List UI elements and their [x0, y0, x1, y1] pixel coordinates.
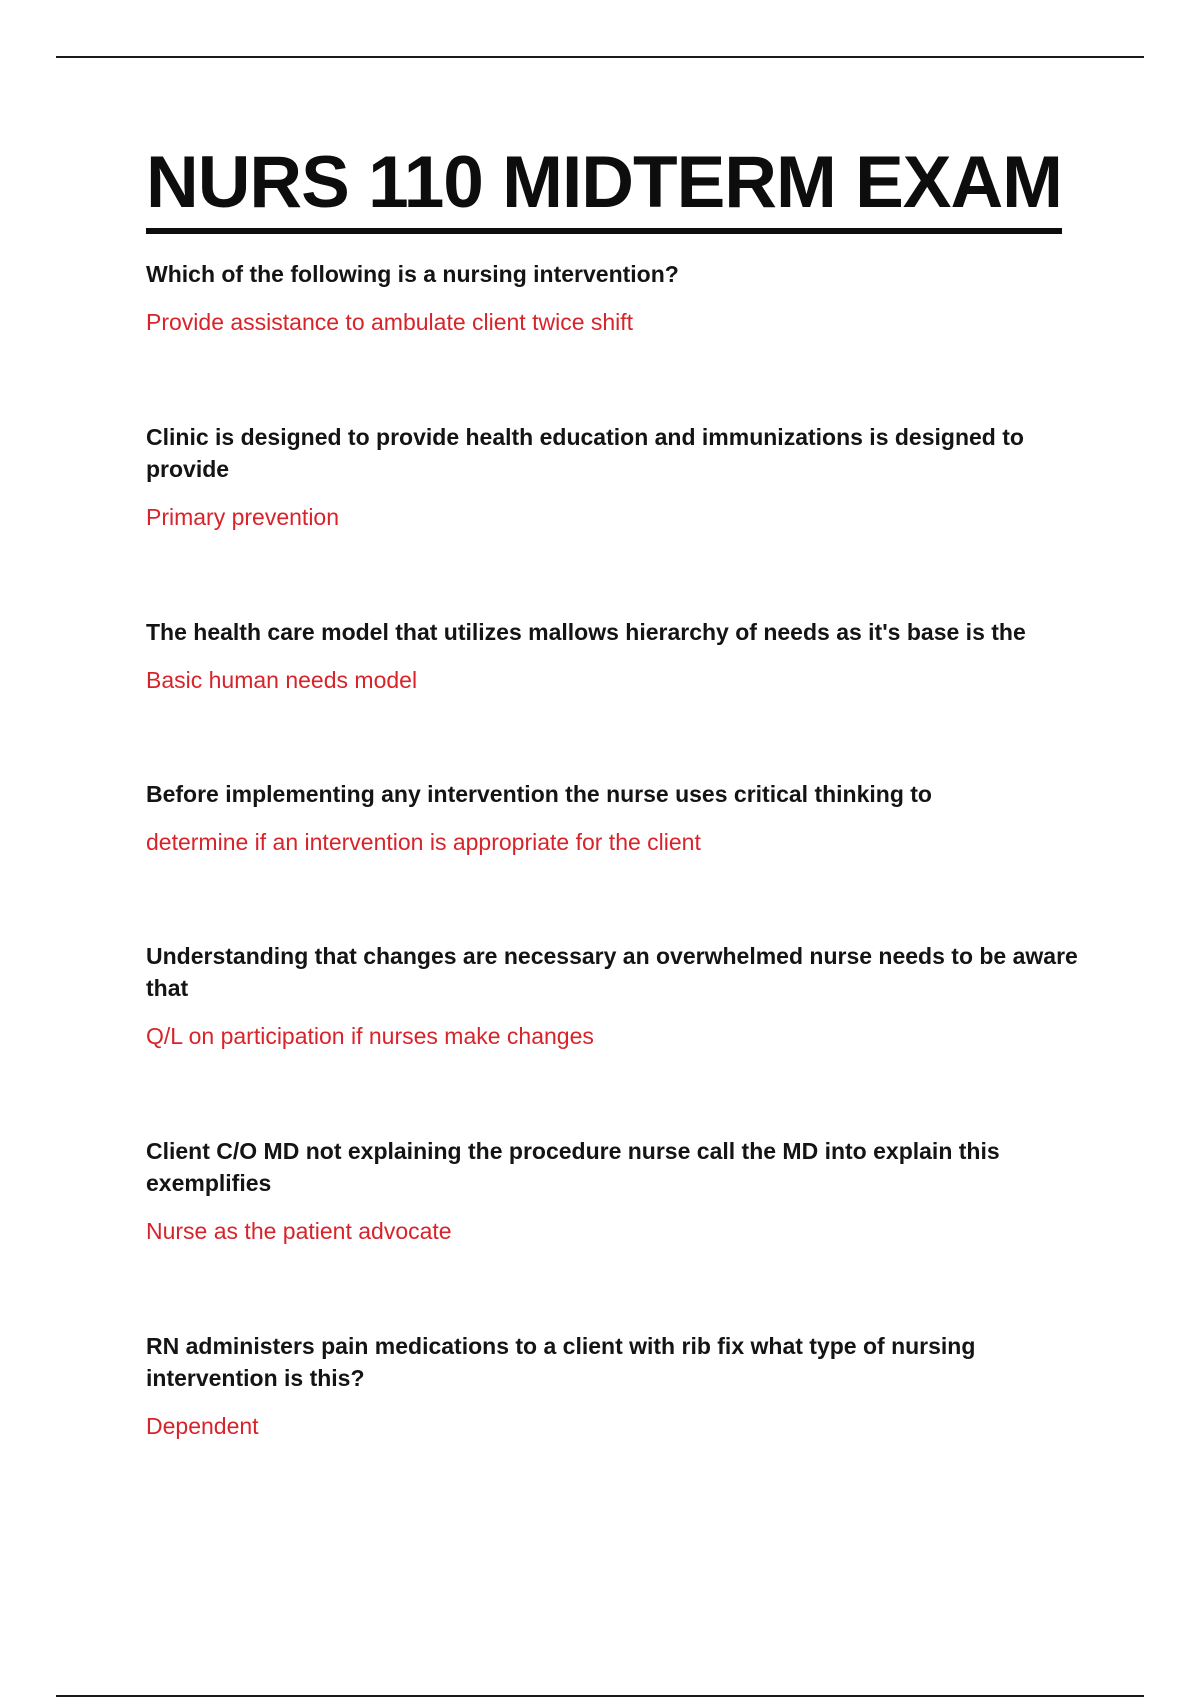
answer-text: determine if an intervention is appropriate for the client [146, 829, 701, 855]
question-text: The health care model that utilizes mallows hierarchy of needs as it's base is the [146, 619, 1026, 645]
question-text: Which of the following is a nursing intervention? [146, 261, 679, 287]
question-text: RN administers pain medications to a client with rib fix what type of nursing intervention is this? [146, 1333, 976, 1391]
answer-text: Dependent [146, 1413, 259, 1439]
question-block [146, 778, 1081, 858]
question-text: Clinic is designed to provide health education and immunizations is designed to provide [146, 424, 1024, 482]
answer-text: Basic human needs model [146, 667, 418, 693]
question-block [146, 616, 1081, 696]
document-body [146, 140, 1081, 1442]
answer-text: Q/L on participation if nurses make changes [146, 1023, 594, 1049]
answer-text: Primary prevention [146, 504, 340, 530]
page-bottom-rule [56, 1695, 1144, 1697]
answer-text: Nurse as the patient advocate [146, 1218, 452, 1244]
page-top-rule [56, 56, 1144, 58]
question-block [146, 421, 1081, 533]
question-block [146, 258, 1081, 338]
question-text: Before implementing any intervention the nurse uses critical thinking to [146, 781, 932, 807]
question-block [146, 1330, 1081, 1442]
question-block [146, 940, 1081, 1052]
question-text: Understanding that changes are necessary an overwhelmed nurse needs to be aware that [146, 943, 1078, 1001]
answer-text: Provide assistance to ambulate client twice shift [146, 309, 634, 335]
question-text: Client C/O MD not explaining the procedure nurse call the MD into explain this exemplifies [146, 1138, 1000, 1196]
document-title: NURS 110 MIDTERM EXAM [146, 140, 1062, 234]
question-block [146, 1135, 1081, 1247]
